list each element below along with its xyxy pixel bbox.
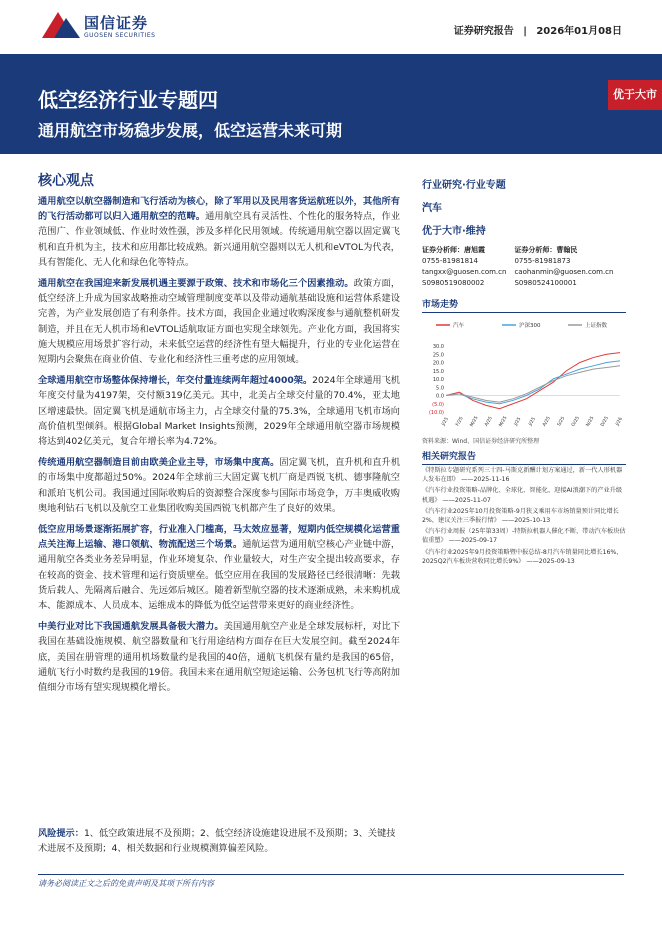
risk-notice xyxy=(38,826,400,856)
analyst-email[interactable]: caohanmin@guosen.com.cn xyxy=(514,268,614,276)
para-text: 通用航空具有灵活性、个性化的服务特点，作业范围广、作业领域低、作业时效性强，涉及多样化民用领域。传统通用航空器以固定翼飞机和直升机为主，技术和应用都比较成熟。新兴通用航空器则以无人机和eVTOL为代表，具有智能化、无人化和绿色化等特点。 xyxy=(38,211,401,268)
x-tick-label: J/25 xyxy=(441,416,450,427)
report-date: 2026年01月08日 xyxy=(536,26,622,37)
trend-title: 市场走势 xyxy=(422,297,626,313)
legend-label: 沪深300 xyxy=(519,323,541,329)
industry-label: 行业研究·行业专题 xyxy=(422,180,506,191)
related-item[interactable]: 《汽车行业周报（25年第33周）-特斯拉机器人催化不断，带动汽车板块估值重塑》 ——2025-09-17 xyxy=(422,528,626,545)
main-body xyxy=(38,194,400,701)
para-text: 美国通用航空产业是全球发展标杆，对比下我国在基础设施规模、航空器数量和飞行用途结构方面存在巨大发展空间。截至2024年底，美国在册管理的通用机场数量约是我国的40倍，通航飞机保有量约是我国的65倍，通航飞行小时数约是我国的19倍。我国未来在通用航空短途运输、公务包机飞行等高附加值细分市场有望实现规模化增长。 xyxy=(38,621,401,694)
x-tick-label: F/25 xyxy=(455,416,465,428)
x-tick-label: M/25 xyxy=(498,415,509,428)
para-highlight: 中美行业对比下我国通航发展具备极大潜力。 xyxy=(38,621,224,633)
y-tick-label: 25.0 xyxy=(432,352,444,359)
para-highlight: 通用航空以航空器制造和飞行活动为核心，除了军用以及民用客货运航班以外，其他所有的飞行活动都可以归入通用航空的范畴。 xyxy=(38,196,400,223)
related-reports xyxy=(422,466,626,568)
brand-name-en: GUOSEN SECURITIES xyxy=(84,32,156,39)
y-tick-label: 10.0 xyxy=(432,377,444,383)
section-heading: 核心观点 xyxy=(38,173,94,189)
x-tick-label: J/25 xyxy=(513,416,523,427)
paragraph-5 xyxy=(38,522,400,613)
x-tick-label: D/25 xyxy=(600,415,610,428)
related-title: 相关研究报告 xyxy=(422,449,626,465)
para-highlight: 全球通用航空市场整体保持增长，年交付量连续两年超过4000架。 xyxy=(38,375,313,387)
y-tick-label: 20.0 xyxy=(432,360,444,367)
risk-label: 风险提示： xyxy=(38,828,84,839)
x-tick-label: J/25 xyxy=(528,416,537,427)
sector-label: 汽车 xyxy=(422,203,442,214)
related-item[interactable]: 《汽车行业投资策略-品牌化、全球化、智能化，迎接AI浪潮下的产业升级机遇》 ——2025-11-07 xyxy=(422,487,623,504)
report-subtitle: 通用航空市场稳步发展，低空运营未来可期 xyxy=(38,121,343,140)
y-tick-label: (10.0) xyxy=(428,410,444,416)
x-tick-label: A/25 xyxy=(484,416,494,428)
analyst-phone: 0755-81981814 xyxy=(422,257,478,265)
para-highlight: 通用航空在我国迎来新发展机遇主要源于政策、技术和市场化三个因素推动。 xyxy=(38,278,354,290)
analyst-card xyxy=(422,245,506,289)
x-tick-label: A/25 xyxy=(542,416,552,428)
related-item[interactable]: 《特斯拉专题研究系列三十四-马斯克新酬计划方案通过，新一代人形机器人发布在即》 ——2025-11-16 xyxy=(422,467,623,484)
para-text: 固定翼飞机，直升机和直升机的市场集中度都超过50%。2024年全球前三大固定翼飞机厂商是西锐飞机、德事隆航空和派珀飞机公司。我国通过国际收购后的资源整合深度参与国际市场竞争，万丰奥威收购奥地利钻石飞机以及航空工业集团收购美国西锐飞机都产生了良好的效果。 xyxy=(38,457,401,514)
analyst-name: 证券分析师：曹翰民 xyxy=(514,246,578,254)
footer-divider xyxy=(38,874,624,875)
analyst-cert: S0980524100001 xyxy=(514,279,577,287)
analyst-cert: S0980519080002 xyxy=(422,279,485,287)
paragraph-3 xyxy=(38,373,400,449)
para-highlight: 低空应用场景逐渐拓展扩容，行业准入门槛高，马太效应显著，短期内低空规模化运营重点关注海上运输、港口领航、物流配送三个场景。 xyxy=(38,524,400,551)
x-tick-label: N/25 xyxy=(585,415,596,428)
sidebar xyxy=(422,176,626,313)
chart-source: 资料来源：Wind、国信证券经济研究所整理 xyxy=(422,438,540,445)
report-title: 低空经济行业专题四 xyxy=(38,88,218,112)
analyst-email[interactable]: tangxx@guosen.com.cn xyxy=(422,268,507,276)
report-meta: 证券研究报告 | 2026年01月08日 xyxy=(453,26,622,37)
paragraph-4 xyxy=(38,455,400,516)
paragraph-2 xyxy=(38,276,400,367)
paragraph-6 xyxy=(38,619,400,695)
disclaimer: 请务必阅读正文之后的免责声明及其项下所有内容 xyxy=(38,879,214,888)
brand-name-cn: 国信证券 xyxy=(84,14,149,32)
analyst-card xyxy=(514,245,613,289)
related-item[interactable]: 《汽车行业2025年9月投资策略暨中报总结-8月汽车销量同比增长16%，2025Q2汽车板块营收同比增长9%》 ——2025-09-13 xyxy=(422,548,623,565)
analyst-name: 证券分析师：唐旭霞 xyxy=(422,246,485,254)
y-tick-label: 0.0 xyxy=(436,393,444,400)
x-tick-label: S/25 xyxy=(556,416,567,428)
para-text: 政策方面，低空经济上升成为国家战略推动空域管理制度变革以及带动通航基础设施和运营体系建设完善，为产业发展创造了有利条件。技术方面，我国企业通过收购深度参与通航整机研发制造，并且在无人机市场和eVTOL适航取证方面也实现全球领先。产业化方面，我国将实施大规模应用场景扩容行动，未来低空运营的经济性有望大幅提升，行业的专业化运营在短期内会聚焦在商业价值、专业化和经济性三重考虑的应用领域。 xyxy=(38,278,401,366)
analyst-phone: 0755-81981873 xyxy=(514,257,571,265)
related-item[interactable]: 《汽车行业2025年10月投资策略-9月狭义乘用车市场销量预计同比增长2%，建议关注三季报行情》 ——2025-10-13 xyxy=(422,507,619,525)
paragraph-1 xyxy=(38,194,400,270)
risk-text: 1、低空政策进展不及预期；2、低空经济设施建设进展不及预期；3、关键技术进展不及预期；4、相关数据和行业规模测算偏差风险。 xyxy=(38,828,396,854)
series-line xyxy=(446,366,620,402)
rating-line: 优于大市·维持 xyxy=(422,226,486,237)
para-text: 2024年全球通用飞机年度交付量为4197架，交付额319亿美元。其中，北美占全球交付量的70.4%，亚太地区增速最快。固定翼飞机是通航市场主力，占全球交付量的75.3%，全球通用飞机市场向高价值机型倾斜。根据Global Market Insights预测，2029年全球通用航空器市场规模将达到402亿美元，复合年增长率为4.72%。 xyxy=(38,375,400,448)
rating-badge: 优于大市 xyxy=(608,80,662,110)
x-tick-label: J/26 xyxy=(615,416,624,427)
analyst-list xyxy=(422,245,626,289)
legend-label: 上证指数 xyxy=(585,323,608,329)
y-tick-label: 5.0 xyxy=(436,385,444,392)
para-highlight: 传统通用航空器制造目前由欧美企业主导，市场集中度高。 xyxy=(38,457,280,469)
x-tick-label: M/25 xyxy=(469,415,480,428)
report-type: 证券研究报告 xyxy=(453,26,514,37)
y-tick-label: 15.0 xyxy=(432,368,444,375)
y-tick-label: (5.0) xyxy=(432,401,444,408)
series-line xyxy=(446,353,620,409)
para-text: 通航运营为通用航空核心产业链中游，通用航空各类业务差异明显，作业环境复杂、作业量较大，对生产安全提出较高要求，存在较高的资金、技术管理和运行资质壁垒。低空应用在我国的发展路径已经很清晰：先载货后载人、先隔离后融合、先远郊后城区。随着新型航空器的技术逐渐成熟，未来购机成本、能源成本、人员成本、运维成本的降低为低空运营带来更好的商业经济性。 xyxy=(38,539,401,612)
y-tick-label: 30.0 xyxy=(432,344,444,350)
x-tick-label: O/25 xyxy=(571,415,581,428)
legend-label: 汽车 xyxy=(453,323,465,329)
market-trend-chart xyxy=(422,316,626,434)
